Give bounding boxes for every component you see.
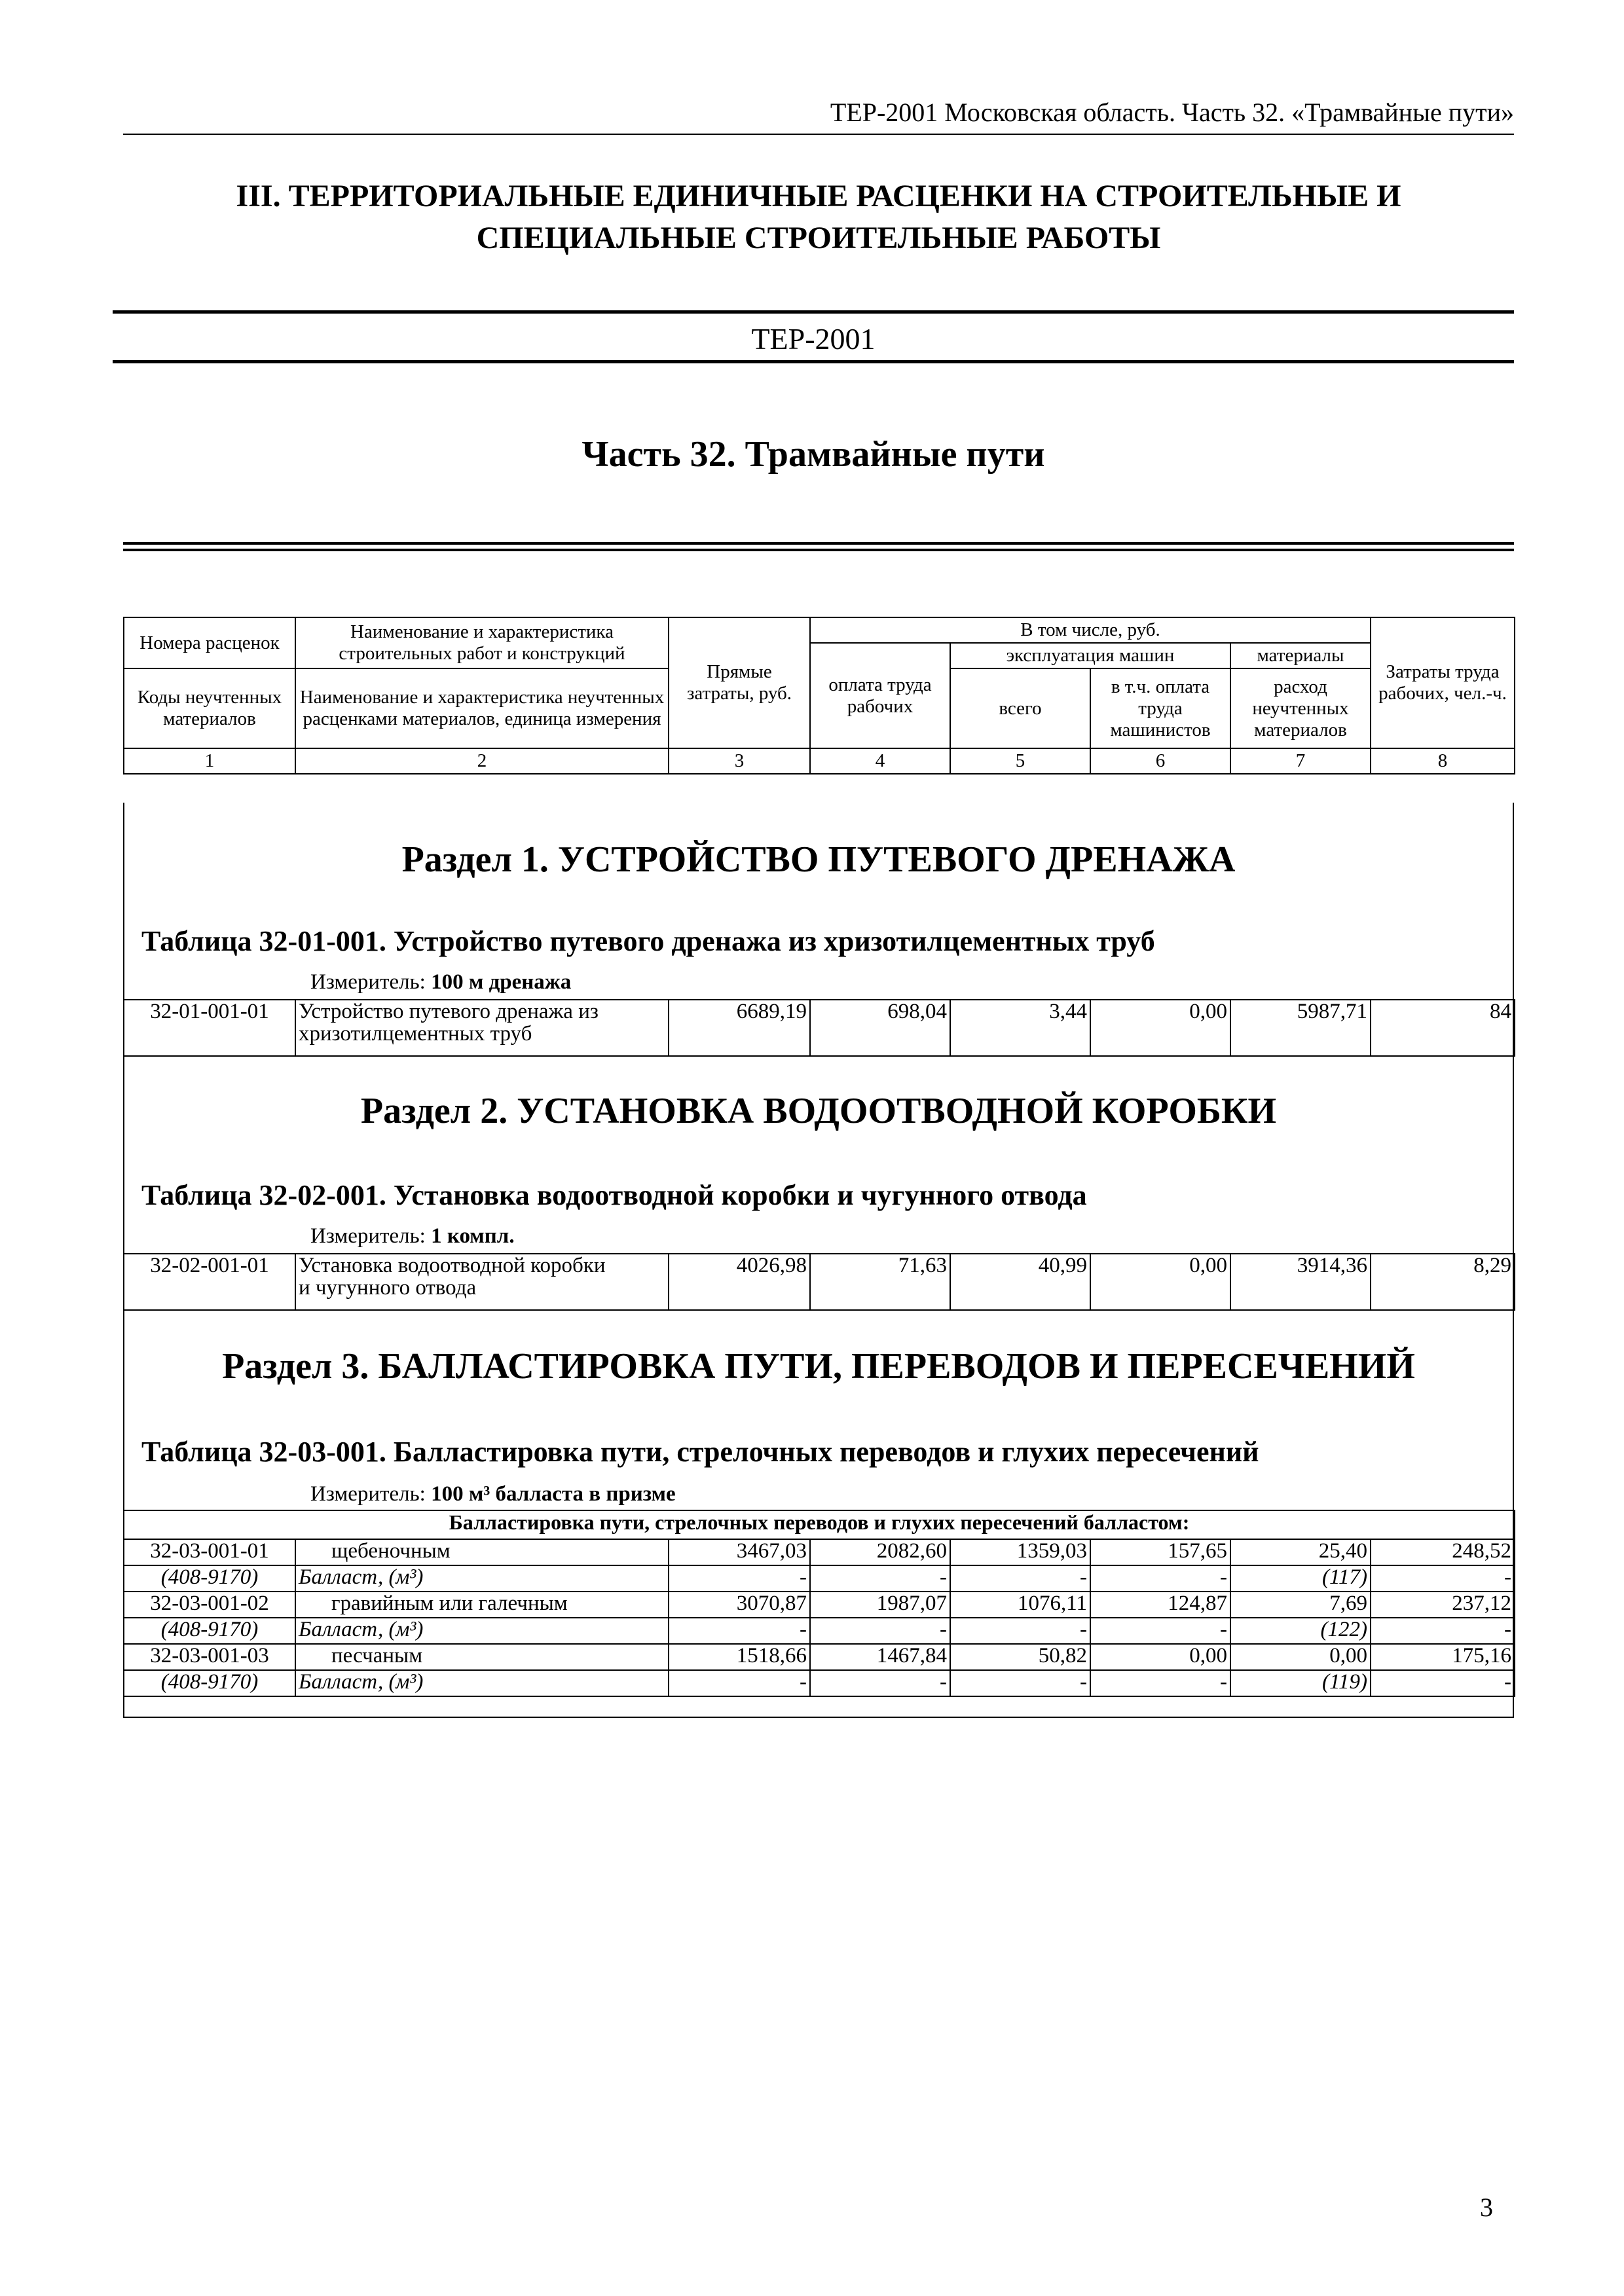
table-row (124, 1565, 1515, 1592)
meter-value: 100 м дренажа (431, 970, 572, 994)
col-7-header: расход неучтенных материалов (1230, 668, 1371, 748)
col-number: 6 (1090, 748, 1230, 774)
rate-name (295, 1254, 669, 1310)
col-6-header: в т.ч. оплата труда машинистов (1090, 668, 1230, 748)
main-title-line-2: СПЕЦИАЛЬНЫЕ СТРОИТЕЛЬНЫЕ РАБОТЫ (476, 221, 1161, 255)
dash: - (810, 1618, 950, 1644)
operators-pay: 0,00 (1090, 1254, 1230, 1310)
meter-label: Измеритель: (310, 1482, 426, 1506)
meter-label: Измеритель: (310, 970, 426, 994)
table-row (124, 1644, 1515, 1670)
direct-costs: 6689,19 (669, 1000, 810, 1056)
operators-pay: 0,00 (1090, 1644, 1230, 1670)
divider (123, 549, 1514, 551)
table-row (124, 1000, 1515, 1056)
table-title: Таблица 32-02-001. Установка водоотводной коробки и чугунного отвода (141, 1179, 1087, 1211)
rate-code: 32-03-001-02 (124, 1592, 295, 1618)
meter (310, 1481, 676, 1507)
dash: - (1090, 1565, 1230, 1592)
machines-total: 1076,11 (950, 1592, 1090, 1618)
col-2-top: Наименование и характеристика строительных работ и конструкций (295, 617, 669, 668)
operators-pay: 0,00 (1090, 1000, 1230, 1056)
operators-pay: 157,65 (1090, 1539, 1230, 1565)
col-8-header: Затраты труда рабочих, чел.-ч. (1371, 617, 1515, 748)
section-title: Раздел 1. УСТРОЙСТВО ПУТЕВОГО ДРЕНАЖА (401, 839, 1236, 880)
material-consumption: (119) (1230, 1670, 1371, 1696)
col-5-header: всего (950, 668, 1090, 748)
rate-name-line: хризотилцементных труб (299, 1022, 532, 1046)
table-title: Таблица 32-01-001. Устройство путевого дренажа из хризотилцементных труб (141, 925, 1155, 957)
rate-name-line: Устройство путевого дренажа из (299, 1000, 599, 1023)
meter (310, 1223, 515, 1249)
main-title-line-1: III. ТЕРРИТОРИАЛЬНЫЕ ЕДИНИЧНЫЕ РАСЦЕНКИ НА СТРОИТЕЛЬНЫЕ И (236, 179, 1401, 213)
part-title: Часть 32. Трамвайные пути (581, 434, 1045, 475)
rate-name-line: Установка водоотводной коробки (299, 1254, 606, 1277)
dash: - (669, 1565, 810, 1592)
machines-total: 1359,03 (950, 1539, 1090, 1565)
rate-name (295, 1000, 669, 1056)
table-row (124, 1539, 1515, 1565)
dash: - (669, 1670, 810, 1696)
table-row (124, 1618, 1515, 1644)
machines-total: 3,44 (950, 1000, 1090, 1056)
machines-header: эксплуатация машин (950, 643, 1230, 668)
materials-cost: 3914,36 (1230, 1254, 1371, 1310)
rate-code: 32-02-001-01 (124, 1254, 295, 1310)
material-name: Балласт, (м³) (295, 1618, 669, 1644)
labor-pay: 71,63 (810, 1254, 950, 1310)
table-title: Таблица 32-03-001. Балластировка пути, стрелочных переводов и глухих пересечений (141, 1436, 1259, 1468)
rates-table (123, 1253, 1515, 1311)
col-2-bottom: Наименование и характеристика неучтенных расценками материалов, единица измерения (295, 668, 669, 748)
dash: - (810, 1565, 950, 1592)
dash: - (1371, 1565, 1515, 1592)
rate-name: гравийным или галечным (295, 1592, 669, 1618)
labor-hours: 248,52 (1371, 1539, 1515, 1565)
table-row (124, 1254, 1515, 1310)
col-number: 4 (810, 748, 950, 774)
col-number: 8 (1371, 748, 1515, 774)
dash: - (669, 1618, 810, 1644)
labor-hours: 8,29 (1371, 1254, 1515, 1310)
materials-cost: 0,00 (1230, 1644, 1371, 1670)
meter-label: Измеритель: (310, 1224, 426, 1248)
rate-name-line: и чугунного отвода (299, 1276, 477, 1300)
including-header: В том числе, руб. (810, 617, 1371, 643)
material-code: (408-9170) (124, 1618, 295, 1644)
meter (310, 969, 571, 995)
labor-pay: 2082,60 (810, 1539, 950, 1565)
material-consumption: (117) (1230, 1565, 1371, 1592)
dash: - (950, 1618, 1090, 1644)
labor-pay: 698,04 (810, 1000, 950, 1056)
rate-code: 32-03-001-01 (124, 1539, 295, 1565)
column-header-table (123, 617, 1515, 774)
table-row (124, 1670, 1515, 1696)
direct-costs: 3070,87 (669, 1592, 810, 1618)
operators-pay: 124,87 (1090, 1592, 1230, 1618)
labor-hours: 84 (1371, 1000, 1515, 1056)
code-title: ТЕР-2001 (751, 322, 876, 355)
direct-costs: 4026,98 (669, 1254, 810, 1310)
col-number: 3 (669, 748, 810, 774)
table-row (124, 1592, 1515, 1618)
col-number: 5 (950, 748, 1090, 774)
material-code: (408-9170) (124, 1670, 295, 1696)
col-3-header: Прямые затраты, руб. (669, 617, 810, 748)
labor-pay: 1987,07 (810, 1592, 950, 1618)
labor-hours: 237,12 (1371, 1592, 1515, 1618)
divider (123, 542, 1514, 545)
divider (113, 310, 1514, 314)
dash: - (1090, 1618, 1230, 1644)
col-number: 7 (1230, 748, 1371, 774)
material-name: Балласт, (м³) (295, 1565, 669, 1592)
page-number: 3 (1480, 2193, 1493, 2222)
col-1-bottom: Коды неучтенных материалов (124, 668, 295, 748)
meter-value: 100 м³ балласта в призме (431, 1482, 676, 1506)
dash: - (810, 1670, 950, 1696)
labor-pay: 1467,84 (810, 1644, 950, 1670)
rates-table (123, 1510, 1515, 1697)
material-name: Балласт, (м³) (295, 1670, 669, 1696)
dash: - (950, 1670, 1090, 1696)
materials-header: материалы (1230, 643, 1371, 668)
main-title (123, 175, 1514, 259)
dash: - (1371, 1670, 1515, 1696)
materials-cost: 7,69 (1230, 1592, 1371, 1618)
col-4-header: оплата труда рабочих (810, 643, 950, 748)
col-number: 1 (124, 748, 295, 774)
section-title: Раздел 2. УСТАНОВКА ВОДООТВОДНОЙ КОРОБКИ (360, 1091, 1277, 1131)
section-title: Раздел 3. БАЛЛАСТИРОВКА ПУТИ, ПЕРЕВОДОВ И ПЕРЕСЕЧЕНИЙ (222, 1346, 1415, 1387)
dash: - (1371, 1618, 1515, 1644)
meter-value: 1 компл. (431, 1224, 515, 1248)
col-1-top: Номера расценок (124, 617, 295, 668)
materials-cost: 25,40 (1230, 1539, 1371, 1565)
rate-code: 32-01-001-01 (124, 1000, 295, 1056)
labor-hours: 175,16 (1371, 1644, 1515, 1670)
dash: - (950, 1565, 1090, 1592)
running-header: ТЕР-2001 Московская область. Часть 32. «Трамвайные пути» (123, 97, 1514, 135)
table-caption: Балластировка пути, стрелочных переводов и глухих пересечений балластом: (124, 1510, 1515, 1539)
rates-table (123, 999, 1515, 1057)
machines-total: 40,99 (950, 1254, 1090, 1310)
rate-name: песчаным (295, 1644, 669, 1670)
direct-costs: 3467,03 (669, 1539, 810, 1565)
material-code: (408-9170) (124, 1565, 295, 1592)
rate-name: щебеночным (295, 1539, 669, 1565)
material-consumption: (122) (1230, 1618, 1371, 1644)
materials-cost: 5987,71 (1230, 1000, 1371, 1056)
dash: - (1090, 1670, 1230, 1696)
direct-costs: 1518,66 (669, 1644, 810, 1670)
col-number: 2 (295, 748, 669, 774)
machines-total: 50,82 (950, 1644, 1090, 1670)
rate-code: 32-03-001-03 (124, 1644, 295, 1670)
divider (113, 360, 1514, 363)
